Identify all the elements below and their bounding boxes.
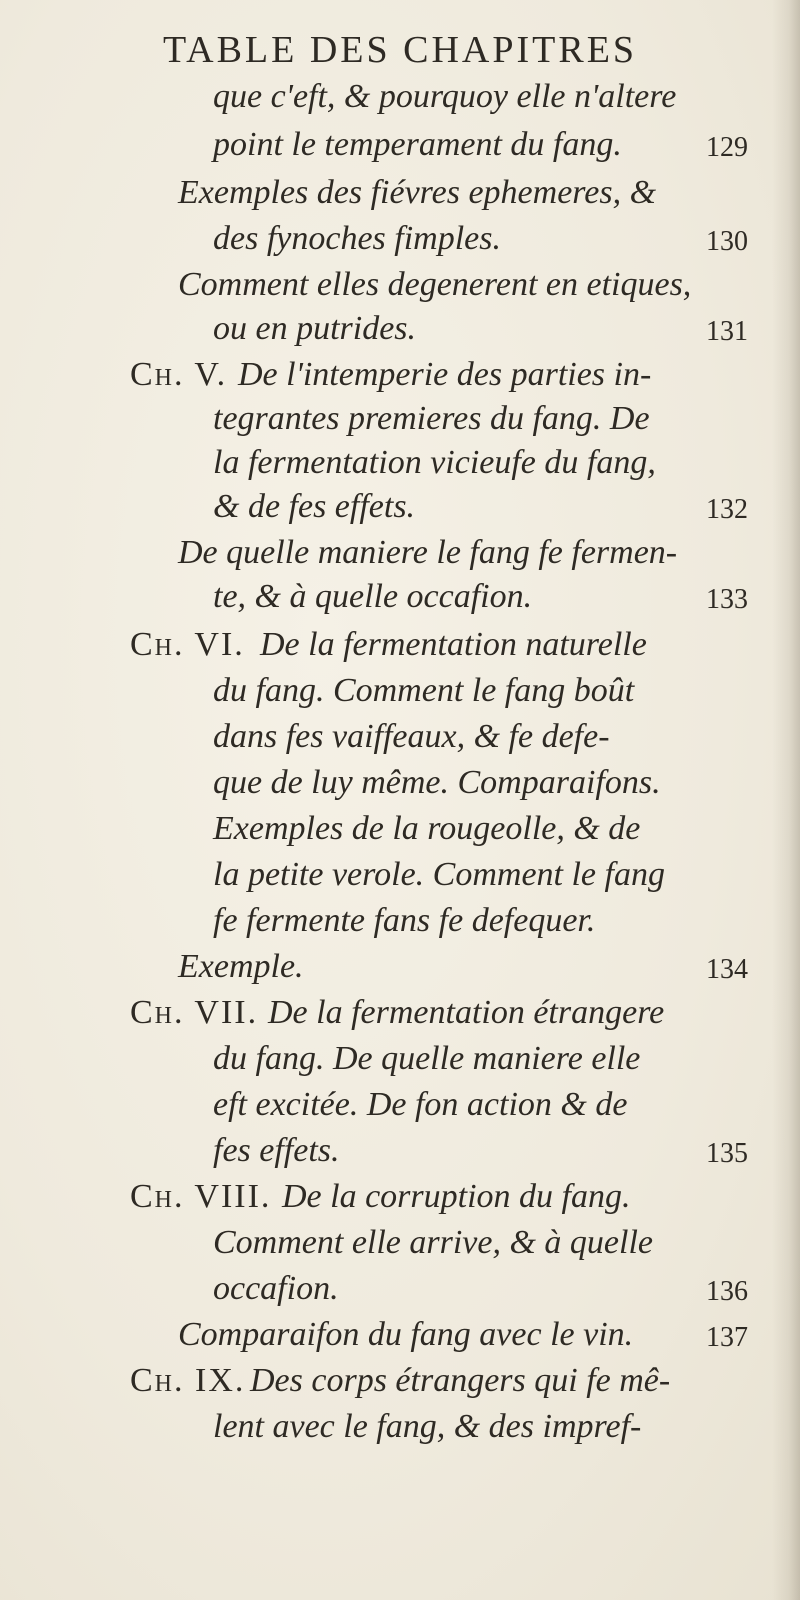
toc-line: Exemples de la rougeolle, & de xyxy=(213,810,641,847)
chapter-label: Ch. VIII. xyxy=(130,1178,272,1215)
toc-line: De l'intemperie des parties in- xyxy=(238,356,652,393)
toc-line: & de fes effets. xyxy=(213,488,416,525)
toc-line: point le temperament du fang. xyxy=(213,126,622,163)
toc-line: dans fes vaiffeaux, & fe defe- xyxy=(213,718,610,755)
toc-line: fes effets. xyxy=(213,1132,340,1169)
toc-line: Exemple. xyxy=(178,948,304,985)
toc-line: De quelle maniere le fang fe fermen- xyxy=(178,534,678,571)
page-number: 136 xyxy=(706,1276,748,1307)
page-edge-shadow xyxy=(772,0,800,1600)
toc-line: De la fermentation naturelle xyxy=(260,626,647,663)
toc-line: De la fermentation étrangere xyxy=(268,994,665,1031)
toc-line: Des corps étrangers qui fe mê- xyxy=(250,1362,671,1399)
page-number: 130 xyxy=(706,226,748,257)
toc-line: fe fermente fans fe defequer. xyxy=(213,902,596,939)
toc-line: De la corruption du fang. xyxy=(282,1178,631,1215)
toc-line: du fang. De quelle maniere elle xyxy=(213,1040,641,1077)
toc-line: Comparaifon du fang avec le vin. xyxy=(178,1316,634,1353)
page-number: 133 xyxy=(706,584,748,615)
page-number: 132 xyxy=(706,494,748,525)
chapter-label: Ch. VII. xyxy=(130,994,259,1031)
toc-line: tegrantes premieres du fang. De xyxy=(213,400,650,437)
page-number: 129 xyxy=(706,132,748,163)
page-number: 134 xyxy=(706,954,748,985)
page-number: 135 xyxy=(706,1138,748,1169)
toc-line: Comment elles degenerent en etiques, xyxy=(178,266,692,303)
toc-line: que c'eft, & pourquoy elle n'altere xyxy=(213,78,677,115)
toc-line: que de luy même. Comparaifons. xyxy=(213,764,661,801)
toc-line: la fermentation vicieufe du fang, xyxy=(213,444,656,481)
chapter-label: Ch. IX. xyxy=(130,1362,246,1399)
toc-line: eft excitée. De fon action & de xyxy=(213,1086,628,1123)
chapter-label: Ch. VI. xyxy=(130,626,245,663)
toc-line: te, & à quelle occafion. xyxy=(213,578,533,615)
toc-line: occafion. xyxy=(213,1270,339,1307)
chapter-label: Ch. V. xyxy=(130,356,228,393)
toc-line: ou en putrides. xyxy=(213,310,417,347)
toc-line: Exemples des fiévres ephemeres, & xyxy=(178,174,657,211)
running-head: TABLE DES CHAPITRES xyxy=(162,29,638,71)
toc-line: lent avec le fang, & des impref- xyxy=(213,1408,642,1445)
toc-line: la petite verole. Comment le fang xyxy=(213,856,665,893)
toc-line: Comment elle arrive, & à quelle xyxy=(213,1224,654,1261)
page-number: 131 xyxy=(706,316,748,347)
toc-line: du fang. Comment le fang boût xyxy=(213,672,635,709)
page-number: 137 xyxy=(706,1322,748,1353)
toc-line: des fynoches fimples. xyxy=(213,220,501,257)
